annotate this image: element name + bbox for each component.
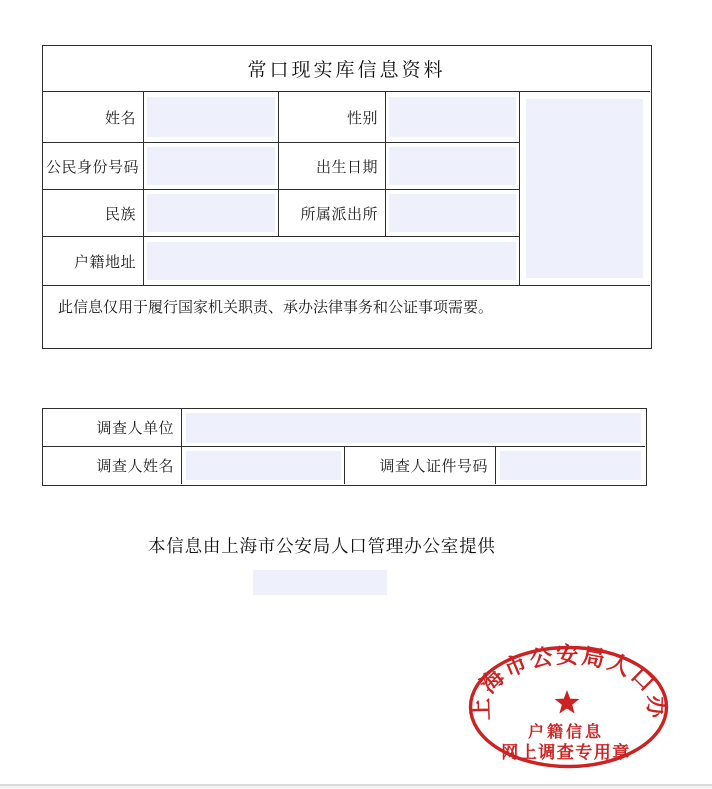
gender-input[interactable] [389,97,516,137]
birth-date-cell [386,143,520,190]
investigator-unit-cell [182,409,645,447]
investigator-unit-label: 调查人单位 [43,409,182,447]
police-station-label: 所属派出所 [279,190,386,237]
table-title [43,46,650,92]
name-label: 姓名 [43,92,144,143]
household-address-input[interactable] [147,242,516,280]
resident-info-table [42,45,652,349]
police-station-cell [386,190,520,237]
household-address-label: 户籍地址 [43,237,144,286]
investigator-id-input[interactable] [500,451,641,480]
investigator-name-label: 调查人姓名 [43,447,182,484]
birth-date-input[interactable] [389,147,516,185]
footer-field[interactable] [253,570,387,595]
stamp-line2: 网上调查专用章 [501,743,631,762]
investigator-name-input[interactable] [186,451,341,480]
star-icon [555,690,580,714]
investigator-table [42,408,647,486]
household-address-cell [144,237,520,286]
provided-by-line: 本信息由上海市公安局人口管理办公室提供 [148,536,496,556]
stamp-line1: 户籍信息 [527,724,605,741]
name-cell [144,92,279,143]
name-input[interactable] [147,97,275,137]
id-number-label: 公民身份号码 [43,143,144,190]
gender-cell [386,92,520,143]
ethnicity-input[interactable] [147,194,275,232]
table-title-text: 常口现实库信息资料 [247,60,446,81]
id-number-input[interactable] [147,147,275,185]
ethnicity-cell [144,190,279,237]
investigator-id-label: 调查人证件号码 [345,447,496,484]
gender-label: 性别 [279,92,386,143]
id-number-cell [144,143,279,190]
investigator-name-cell [182,447,345,484]
police-station-input[interactable] [389,194,516,232]
investigator-id-cell [496,447,645,484]
official-stamp [455,625,695,785]
usage-note: 此信息仅用于履行国家机关职责、承办法律事务和公证事项需要。 [58,300,494,316]
photo-cell [520,92,650,286]
investigator-unit-input[interactable] [186,413,641,443]
ethnicity-label: 民族 [43,190,144,237]
stamp-arc-text: 上海市公安局人口办 [468,642,669,721]
photo-area[interactable] [526,99,643,278]
birth-date-label: 出生日期 [279,143,386,190]
